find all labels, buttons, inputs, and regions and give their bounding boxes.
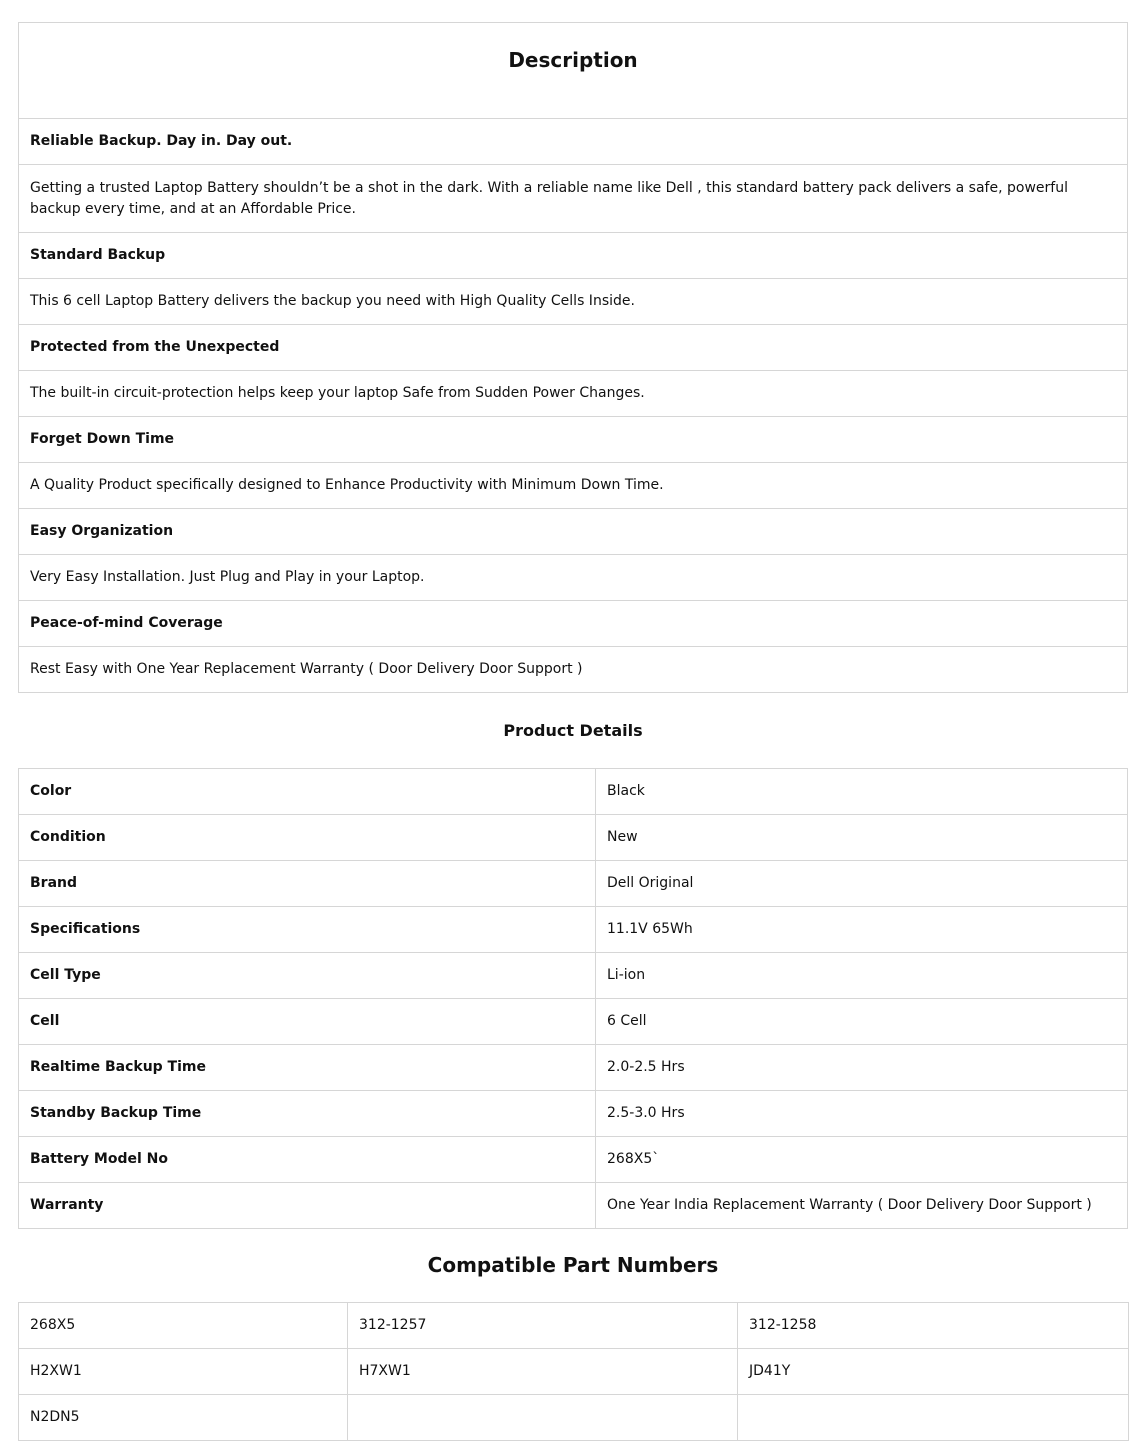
section-heading: Peace-of-mind Coverage bbox=[19, 601, 1128, 647]
detail-key: Specifications bbox=[19, 907, 596, 953]
detail-value: 2.0-2.5 Hrs bbox=[596, 1045, 1128, 1091]
section-text: A Quality Product specifically designed to Enhance Productivity with Minimum Down Time. bbox=[19, 463, 1128, 509]
table-row bbox=[19, 861, 1128, 907]
section-heading: Reliable Backup. Day in. Day out. bbox=[19, 119, 1128, 165]
table-row bbox=[19, 1091, 1128, 1137]
table-row bbox=[19, 1349, 1129, 1395]
detail-value: Black bbox=[596, 769, 1128, 815]
table-row bbox=[19, 815, 1128, 861]
section-heading: Protected from the Unexpected bbox=[19, 325, 1128, 371]
product-details-table bbox=[18, 768, 1128, 1229]
compatible-parts-table bbox=[18, 1302, 1129, 1441]
section-text: Very Easy Installation. Just Plug and Play in your Laptop. bbox=[19, 555, 1128, 601]
part-number-cell: H7XW1 bbox=[348, 1349, 738, 1395]
table-row bbox=[19, 953, 1128, 999]
part-number-cell: 312-1257 bbox=[348, 1303, 738, 1349]
part-number-cell: H2XW1 bbox=[19, 1349, 348, 1395]
detail-key: Battery Model No bbox=[19, 1137, 596, 1183]
detail-key: Color bbox=[19, 769, 596, 815]
detail-value: One Year India Replacement Warranty ( Door Delivery Door Support ) bbox=[596, 1183, 1128, 1229]
section-text: Getting a trusted Laptop Battery shouldn’t be a shot in the dark. With a reliable name like Dell , this standard battery pack delivers a safe, powerful backup every time, and at an Affordable Price. bbox=[19, 165, 1128, 233]
table-row bbox=[19, 769, 1128, 815]
part-number-cell: JD41Y bbox=[738, 1349, 1129, 1395]
part-number-cell bbox=[738, 1395, 1129, 1441]
detail-value: New bbox=[596, 815, 1128, 861]
detail-value: Dell Original bbox=[596, 861, 1128, 907]
section-heading: Easy Organization bbox=[19, 509, 1128, 555]
detail-value: Li-ion bbox=[596, 953, 1128, 999]
detail-value: 11.1V 65Wh bbox=[596, 907, 1128, 953]
detail-key: Cell Type bbox=[19, 953, 596, 999]
part-number-cell bbox=[348, 1395, 738, 1441]
detail-value: 2.5-3.0 Hrs bbox=[596, 1091, 1128, 1137]
detail-key: Brand bbox=[19, 861, 596, 907]
section-text: The built-in circuit-protection helps keep your laptop Safe from Sudden Power Changes. bbox=[19, 371, 1128, 417]
section-text: This 6 cell Laptop Battery delivers the backup you need with High Quality Cells Inside. bbox=[19, 279, 1128, 325]
detail-value: 268X5` bbox=[596, 1137, 1128, 1183]
table-row bbox=[19, 1395, 1129, 1441]
table-row bbox=[19, 1183, 1128, 1229]
detail-key: Condition bbox=[19, 815, 596, 861]
detail-value: 6 Cell bbox=[596, 999, 1128, 1045]
description-table bbox=[18, 22, 1128, 693]
detail-key: Cell bbox=[19, 999, 596, 1045]
section-heading: Standard Backup bbox=[19, 233, 1128, 279]
table-row bbox=[19, 999, 1128, 1045]
product-details-title: Product Details bbox=[503, 721, 643, 740]
product-description-page bbox=[18, 22, 1128, 1441]
table-row bbox=[19, 1303, 1129, 1349]
part-number-cell: 312-1258 bbox=[738, 1303, 1129, 1349]
detail-key: Standby Backup Time bbox=[19, 1091, 596, 1137]
compatible-parts-title: Compatible Part Numbers bbox=[427, 1253, 719, 1277]
description-title: Description bbox=[19, 23, 1128, 119]
section-text: Rest Easy with One Year Replacement Warranty ( Door Delivery Door Support ) bbox=[19, 647, 1128, 693]
detail-key: Realtime Backup Time bbox=[19, 1045, 596, 1091]
section-heading: Forget Down Time bbox=[19, 417, 1128, 463]
table-row bbox=[19, 1137, 1128, 1183]
part-number-cell: N2DN5 bbox=[19, 1395, 348, 1441]
detail-key: Warranty bbox=[19, 1183, 596, 1229]
table-row bbox=[19, 1045, 1128, 1091]
part-number-cell: 268X5 bbox=[19, 1303, 348, 1349]
table-row bbox=[19, 907, 1128, 953]
